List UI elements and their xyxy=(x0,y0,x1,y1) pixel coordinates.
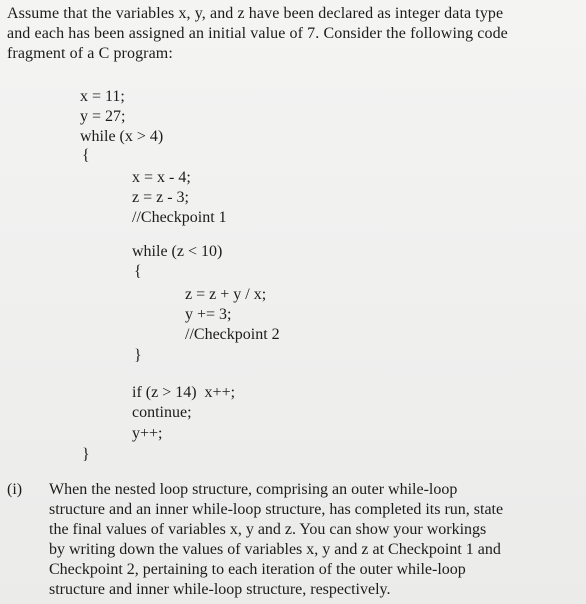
code-line: if (z > 14) x++; xyxy=(132,384,236,401)
question-line: by writing down the values of variables x, y and z at Checkpoint 1 and xyxy=(49,541,501,558)
question-text xyxy=(49,480,546,600)
code-line: y += 3; xyxy=(185,306,232,323)
code-line: { xyxy=(134,263,142,280)
code-line: } xyxy=(82,446,90,463)
code-line: while (x > 4) xyxy=(80,128,164,145)
code-line: //Checkpoint 1 xyxy=(132,209,227,226)
intro-line: fragment of a C program: xyxy=(7,45,173,62)
question-label: (i) xyxy=(7,481,23,498)
code-line: x = x - 4; xyxy=(132,169,191,186)
code-line: { xyxy=(82,147,90,164)
code-line: x = 11; xyxy=(80,88,125,105)
code-line: } xyxy=(134,347,142,364)
question-line: structure and an inner while-loop structure, has completed its run, state xyxy=(49,501,504,518)
code-line: while (z < 10) xyxy=(132,243,223,260)
code-line: y++; xyxy=(132,425,163,442)
question-line: the final values of variables x, y and z. You can show your workings xyxy=(49,521,487,538)
code-line: z = z - 3; xyxy=(132,189,189,206)
code-line: //Checkpoint 2 xyxy=(185,326,280,343)
question-line: Checkpoint 2, pertaining to each iteration of the outer while-loop xyxy=(49,561,466,578)
intro-line: Assume that the variables x, y, and z have been declared as integer data type xyxy=(7,5,504,22)
question-line: structure and inner while-loop structure, respectively. xyxy=(49,581,391,598)
code-line: y = 27; xyxy=(80,108,126,125)
question-line: When the nested loop structure, comprising an outer while-loop xyxy=(49,481,458,498)
code-line: z = z + y / x; xyxy=(185,286,267,303)
code-line: continue; xyxy=(132,404,192,421)
problem-intro xyxy=(7,4,579,64)
intro-line: and each has been assigned an initial value of 7. Consider the following code xyxy=(7,25,508,42)
